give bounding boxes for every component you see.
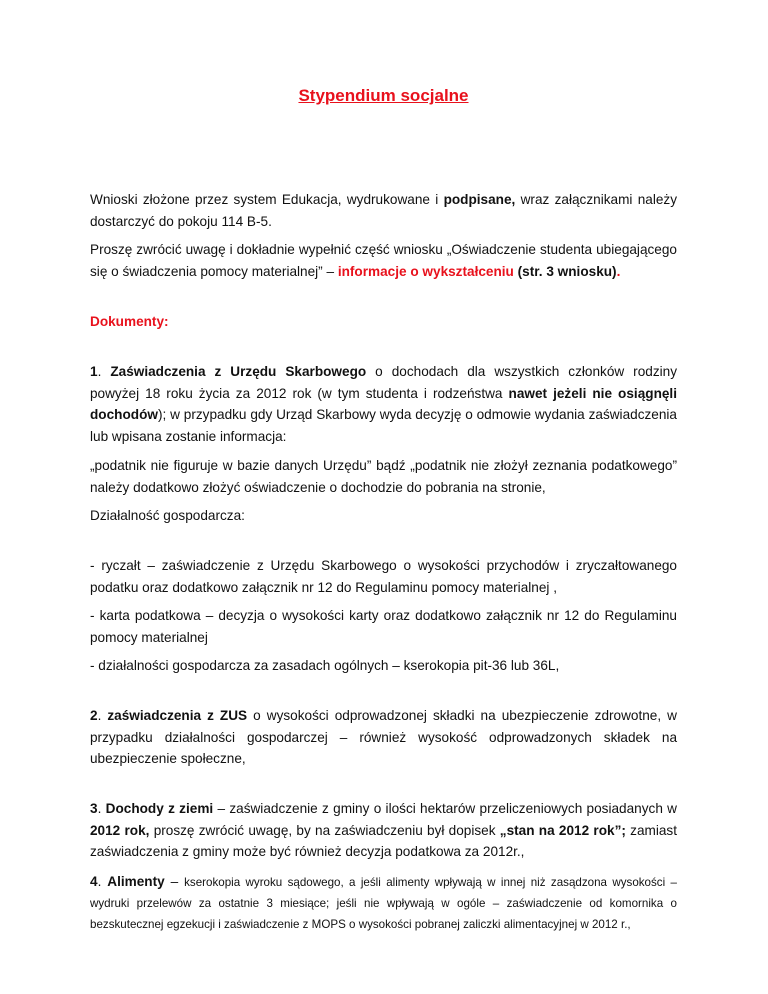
note-text: Proszę zwrócić uwagę i dokładnie wypełnić część wniosku „Oświadczenie studenta ubiegającego się o świadczenia pomocy materialnej” – bbox=[90, 242, 677, 279]
item-4-dot: . bbox=[97, 874, 108, 889]
intro-bold: podpisane, bbox=[443, 192, 516, 207]
item-2-number: 2 bbox=[90, 708, 98, 723]
item-3-bold-2: 2012 rok, bbox=[90, 822, 150, 838]
item-3-paragraph bbox=[90, 798, 677, 863]
item-4-number: 4 bbox=[90, 874, 98, 889]
intro-text-2: wraz załącznikami należy dostarczyć do pokoju 114 B-5. bbox=[90, 192, 677, 229]
item-3-number: 3 bbox=[90, 801, 98, 816]
business-item-tax-card: - karta podatkowa – decyzja o wysokości karty oraz dodatkowo załącznik nr 12 do Regulaminu pomocy materialnej bbox=[90, 608, 677, 645]
item-3-bold-3: „stan na 2012 rok”; bbox=[499, 822, 626, 838]
item-2-dot: . bbox=[97, 708, 108, 723]
quote-paragraph: „podatnik nie figuruje w bazie danych Urzędu” bądź „podatnik nie złożył zeznania podatkowego” należy dodatkowo złożyć oświadczenie o dochodzie do pobrania na stronie, bbox=[90, 458, 677, 495]
item-3-text-2: proszę zwrócić uwagę, by na zaświadczeniu był dopisek bbox=[149, 822, 500, 838]
item-4-bold: Alimenty bbox=[107, 874, 165, 889]
item-1-text-1: o dochodach dla wszystkich członków rodziny powyżej 18 roku życia za 2012 rok (w tym studenta i rodzeństwa bbox=[90, 364, 677, 401]
documents-heading bbox=[90, 311, 677, 333]
note-paragraph bbox=[90, 239, 677, 282]
item-1-dot: . bbox=[97, 364, 111, 379]
item-1-number: 1 bbox=[90, 364, 98, 379]
page-title: Stypendium socjalne bbox=[298, 86, 469, 105]
intro-paragraph bbox=[90, 189, 677, 232]
item-3-text-3: zamiast zaświadczenia z gminy może być również decyzja podatkowa za 2012r., bbox=[90, 822, 677, 859]
item-1-text-2: ); w przypadku gdy Urząd Skarbowy wyda decyzję o odmowie wydania zaświadczenia lub wpisana zostanie informacja: bbox=[90, 407, 677, 444]
item-1-paragraph bbox=[90, 361, 677, 447]
note-highlight: informacje o wykształceniu bbox=[337, 263, 514, 279]
item-4-text: kserokopia wyroku sądowego, a jeśli alimenty wpływają w innej niż zasądzona wysokości – wydruki przelewów za ostatnie 3 miesiące; jeśli nie wpływają w ogóle – zaświadczenie od komornika o bezskutecznej egzekucji i zaświadczenie z MOPS o wysokości pobranej zaliczki alimentacyjnej w 2012 r., bbox=[90, 876, 677, 931]
documents-heading-text: Dokumenty: bbox=[90, 314, 169, 329]
item-3-bold-1: Dochody z ziemi bbox=[105, 801, 214, 816]
note-page-ref: (str. 3 wniosku) bbox=[513, 263, 617, 279]
item-2-bold: zaświadczenia z ZUS bbox=[107, 708, 248, 723]
business-item-general: - działalności gospodarcza za zasadach ogólnych – kserokopia pit-36 lub 36L, bbox=[90, 658, 560, 673]
item-2-text: o wysokości odprowadzonej składki na ubezpieczenie zdrowotne, w przypadku działalności gospodarczej – również wysokość odprowadzonych składek na ubezpieczenie społeczne, bbox=[90, 708, 677, 766]
item-2-paragraph bbox=[90, 705, 677, 770]
item-4-paragraph bbox=[90, 871, 677, 935]
item-3-text-1: – zaświadczenie z gminy o ilości hektarów przeliczeniowych posiadanych w bbox=[213, 801, 678, 816]
item-3-dot: . bbox=[97, 801, 106, 816]
item-4-dash: – bbox=[164, 874, 185, 889]
note-dot: . bbox=[616, 263, 621, 279]
business-item-lump-sum: - ryczałt – zaświadczenie z Urzędu Skarbowego o wysokości przychodów i zryczałtowanego podatku oraz dodatkowo załącznik nr 12 do Regulaminu pomocy materialnej , bbox=[90, 558, 677, 595]
intro-text-1: Wnioski złożone przez system Edukacja, wydrukowane i bbox=[90, 192, 444, 207]
item-1-bold-1: Zaświadczenia z Urzędu Skarbowego bbox=[110, 364, 367, 379]
item-1-bold-2: nawet jeżeli nie osiągnęli dochodów bbox=[90, 385, 677, 422]
business-heading: Działalność gospodarcza: bbox=[90, 508, 245, 523]
